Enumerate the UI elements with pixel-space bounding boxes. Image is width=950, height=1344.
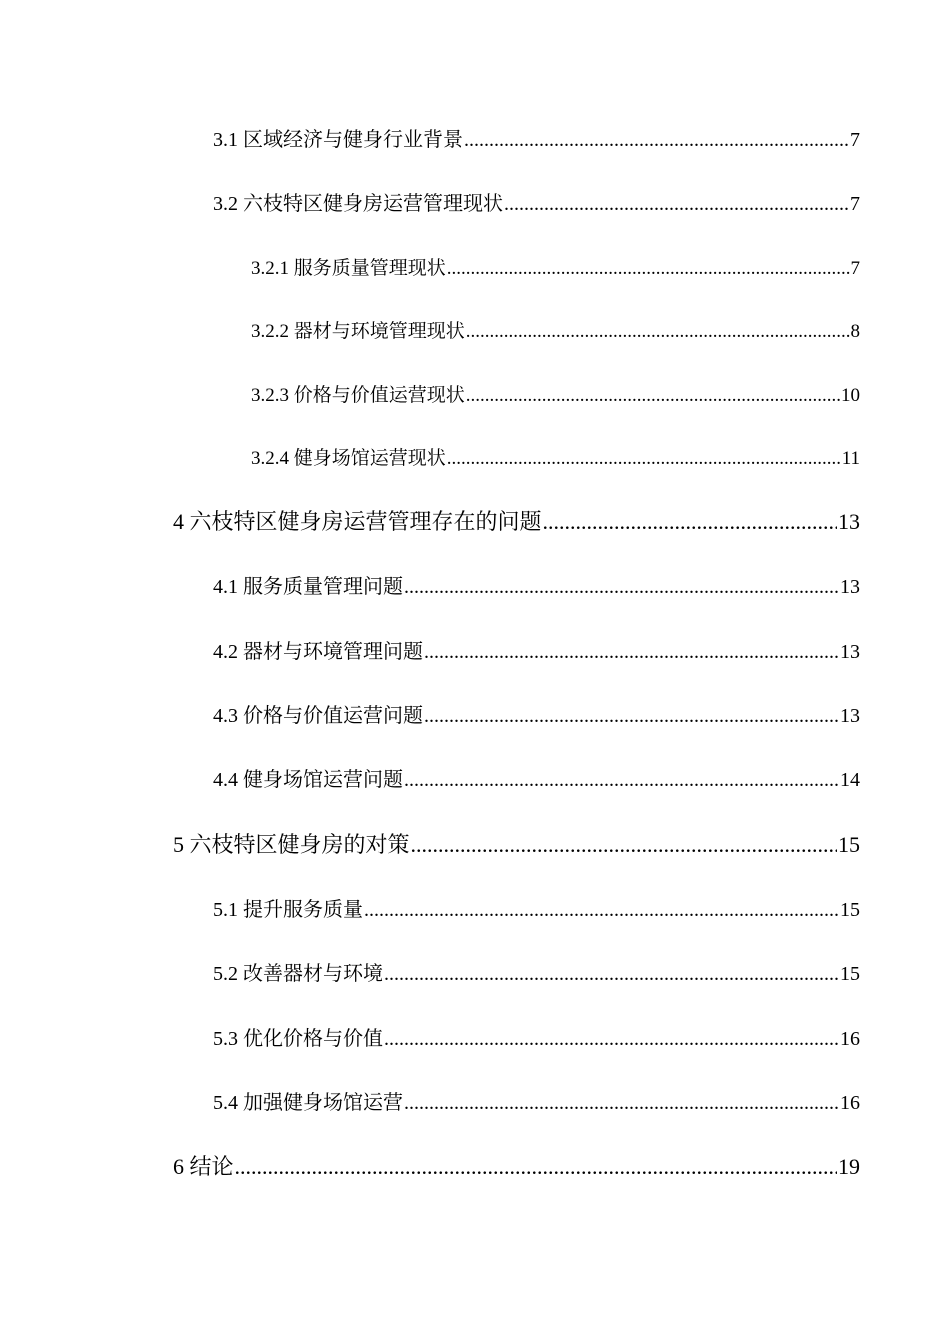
toc-page-number: 16 xyxy=(840,1092,860,1114)
toc-entry-title: 5.3 优化价格与价值 xyxy=(213,1028,383,1050)
toc-page-number: 16 xyxy=(840,1028,860,1050)
toc-dot-leader xyxy=(235,1156,837,1178)
toc-entry-title: 4.1 服务质量管理问题 xyxy=(213,576,403,598)
toc-dot-leader xyxy=(411,834,837,856)
toc-page-number: 7 xyxy=(850,258,860,279)
toc-entry-title: 3.2.1 服务质量管理现状 xyxy=(251,258,446,279)
toc-entry-4-1[interactable] xyxy=(213,577,860,597)
toc-entry-title: 4.4 健身场馆运营问题 xyxy=(213,769,403,791)
toc-dot-leader xyxy=(404,770,839,790)
toc-page-number: 13 xyxy=(840,705,860,727)
toc-entry-4-4[interactable] xyxy=(213,770,860,790)
toc-entry-3-1[interactable] xyxy=(213,130,860,150)
toc-entry-3-2-3[interactable] xyxy=(251,386,860,405)
toc-dot-leader xyxy=(464,130,849,150)
toc-page-number: 13 xyxy=(840,641,860,663)
toc-page-number: 14 xyxy=(840,769,860,791)
toc-dot-leader xyxy=(424,642,839,662)
toc-page-number: 8 xyxy=(850,321,860,342)
toc-page-number: 10 xyxy=(841,385,860,406)
toc-entry-title: 5.1 提升服务质量 xyxy=(213,899,363,921)
toc-dot-leader xyxy=(384,1029,839,1049)
toc-entry-3-2-1[interactable] xyxy=(251,259,860,278)
toc-page-number: 15 xyxy=(840,899,860,921)
toc-entry-title: 4.2 器材与环境管理问题 xyxy=(213,641,423,663)
toc-entry-title: 5.2 改善器材与环境 xyxy=(213,963,383,985)
toc-entry-5-1[interactable] xyxy=(213,900,860,920)
toc-entry-4-2[interactable] xyxy=(213,642,860,662)
toc-entry-title: 4 六枝特区健身房运营管理存在的问题 xyxy=(173,509,542,534)
toc-entry-title: 6 结论 xyxy=(173,1154,234,1179)
toc-entry-title: 5.4 加强健身场馆运营 xyxy=(213,1092,403,1114)
toc-entry-5-3[interactable] xyxy=(213,1029,860,1049)
toc-dot-leader xyxy=(543,511,837,533)
toc-entry-5-2[interactable] xyxy=(213,964,860,984)
toc-dot-leader xyxy=(447,449,841,468)
toc-entry-title: 4.3 价格与价值运营问题 xyxy=(213,705,423,727)
toc-dot-leader xyxy=(384,964,839,984)
toc-dot-leader xyxy=(466,386,840,405)
toc-entry-4-3[interactable] xyxy=(213,706,860,726)
toc-dot-leader xyxy=(466,322,850,341)
toc-page-number: 7 xyxy=(850,193,860,215)
toc-dot-leader xyxy=(404,1093,839,1113)
toc-page-number: 13 xyxy=(838,509,860,534)
toc-entry-3-2-2[interactable] xyxy=(251,322,860,341)
toc-entry-title: 3.2.2 器材与环境管理现状 xyxy=(251,321,465,342)
toc-entry-title: 3.2 六枝特区健身房运营管理现状 xyxy=(213,193,503,215)
toc-page-number: 7 xyxy=(850,129,860,151)
toc-entry-title: 3.2.4 健身场馆运营现状 xyxy=(251,448,446,469)
toc-entry-3-2[interactable] xyxy=(213,194,860,214)
toc-page-number: 15 xyxy=(838,832,860,857)
toc-entry-3-2-4[interactable] xyxy=(251,449,860,468)
toc-entry-5[interactable] xyxy=(173,834,860,856)
toc-page-number: 19 xyxy=(838,1154,860,1179)
toc-dot-leader xyxy=(424,706,839,726)
toc-entry-title: 3.1 区域经济与健身行业背景 xyxy=(213,129,463,151)
toc-entry-4[interactable] xyxy=(173,511,860,533)
toc-dot-leader xyxy=(404,577,839,597)
toc-page-number: 11 xyxy=(841,448,860,469)
toc-page-number: 15 xyxy=(840,963,860,985)
toc-page-number: 13 xyxy=(840,576,860,598)
toc-dot-leader xyxy=(364,900,839,920)
toc-entry-title: 3.2.3 价格与价值运营现状 xyxy=(251,385,465,406)
toc-entry-6[interactable] xyxy=(173,1156,860,1178)
toc-dot-leader xyxy=(447,259,850,278)
toc-dot-leader xyxy=(504,194,849,214)
toc-entry-title: 5 六枝特区健身房的对策 xyxy=(173,832,410,857)
toc-entry-5-4[interactable] xyxy=(213,1093,860,1113)
